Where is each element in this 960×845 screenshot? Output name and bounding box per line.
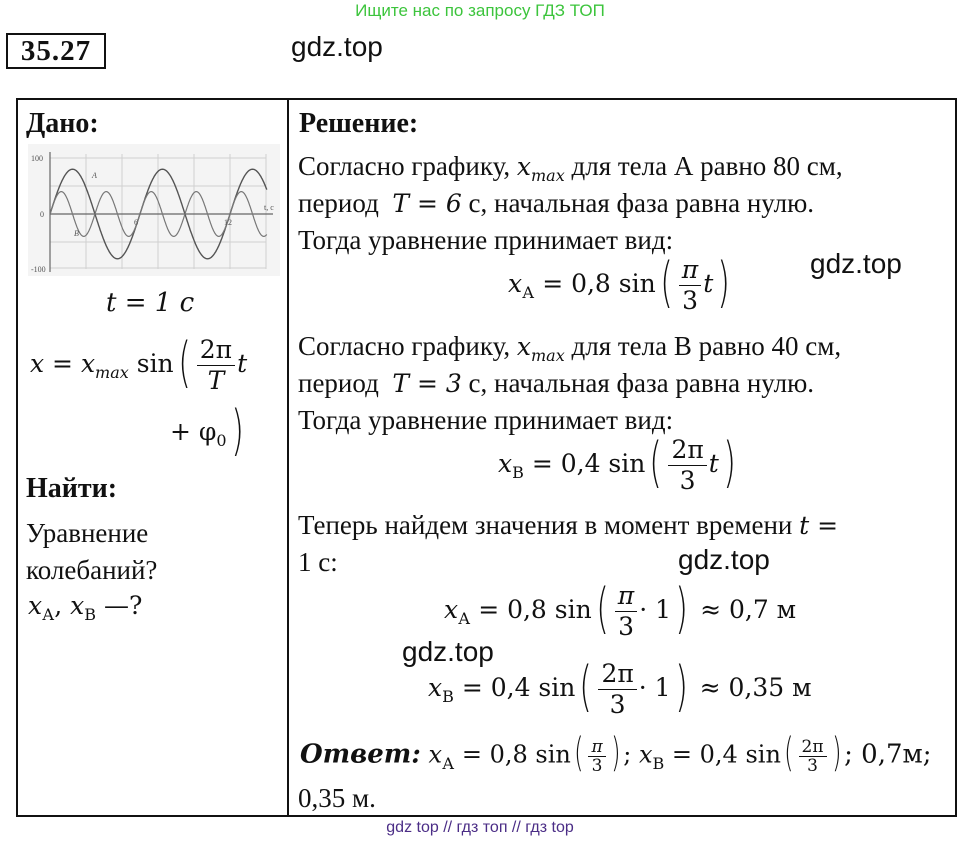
y-tick-bottom: -100 bbox=[31, 265, 46, 274]
curve-B-label: B bbox=[74, 229, 79, 238]
body-B-line-2: период T = 3 с, начальная фаза равна нулю. bbox=[298, 368, 814, 398]
body-A-line-2: период T = 6 с, начальная фаза равна нулю. bbox=[298, 188, 814, 218]
find-line-2: колебаний? bbox=[26, 555, 158, 585]
y-tick-top: 100 bbox=[31, 154, 43, 163]
solution-heading: Решение: bbox=[299, 108, 419, 139]
curve-A-label: A bbox=[92, 171, 97, 180]
value-B: $x_В = 0,4$ sin( $\frac{2\pi}{3}$ · 1) ≈ 0,35 м bbox=[428, 655, 812, 719]
oscillation-graph bbox=[28, 144, 280, 276]
column-divider bbox=[287, 98, 289, 817]
body-A-line-1: Согласно графику, $x_{max}$ для тела А равно 80 см, bbox=[298, 151, 843, 185]
find-heading: Найти: bbox=[26, 473, 118, 504]
y-tick-zero: 0 bbox=[40, 210, 44, 219]
footer-links[interactable]: gdz top // гдз топ // гдз top bbox=[386, 819, 574, 836]
body-B-line-1: Согласно графику, $x_{max}$ для тела В равно 40 см, bbox=[298, 331, 842, 365]
find-line-3: $x_А$, $x_В$ —? bbox=[28, 591, 143, 624]
watermark-right: gdz.top bbox=[810, 248, 902, 279]
moment-line-2: 1 с: bbox=[298, 547, 338, 577]
answer-line-2: 0,35 м. bbox=[298, 783, 376, 813]
moment-line-1: Теперь найдем значения в момент времени t = bbox=[298, 510, 839, 540]
body-A-line-3: Тогда уравнение принимает вид: bbox=[298, 225, 674, 255]
answer-line-1: Ответ: $x_А = 0,8$ sin( $\frac{\pi}{3}$ ) ; $x_В = 0,4$ sin( $\frac{2\pi}{3}$ ) ; 0,7м; bbox=[300, 730, 932, 776]
equation-B: $x_В = 0,4$ sin( $\frac{2\pi}{3}$ t) bbox=[498, 431, 736, 495]
given-formula-phase: + $\varphi_0$) bbox=[170, 399, 244, 462]
watermark-top: gdz.top bbox=[291, 31, 383, 62]
value-A: $x_А = 0,8$ sin( $\frac{\pi}{3}$ · 1) ≈ 0,7 м bbox=[444, 577, 797, 641]
x-axis-label: t, c bbox=[264, 203, 274, 212]
given-formula: $x = x_{max}$ sin( $\frac{2\pi}{T}$ t bbox=[30, 331, 248, 395]
given-heading: Дано: bbox=[26, 108, 99, 139]
watermark-lower: gdz.top bbox=[402, 636, 494, 667]
watermark-middle: gdz.top bbox=[678, 544, 770, 575]
given-time: t = 1 с bbox=[106, 288, 195, 318]
body-B-line-3: Тогда уравнение принимает вид: bbox=[298, 405, 674, 435]
find-line-1: Уравнение bbox=[26, 518, 149, 548]
equation-A: $x_А = 0,8$ sin( $\frac{\pi}{3}$ t) bbox=[508, 251, 731, 315]
search-banner[interactable]: Ищите нас по запросу ГДЗ ТОП bbox=[355, 1, 605, 20]
problem-number: 35.27 bbox=[6, 33, 106, 69]
x-tick-12: 12 bbox=[224, 218, 232, 227]
x-tick-6: 6 bbox=[134, 218, 138, 227]
